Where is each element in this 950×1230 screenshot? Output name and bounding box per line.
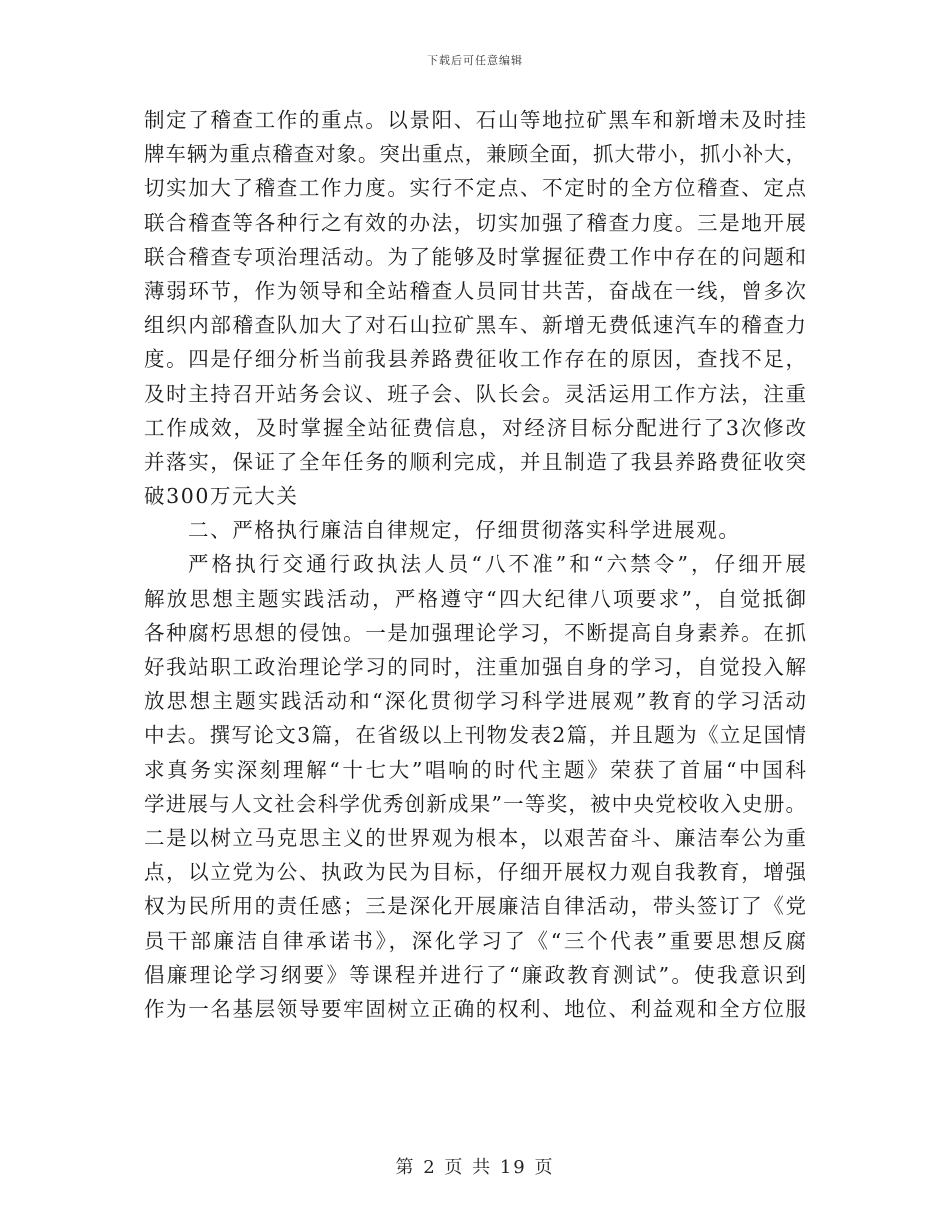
- document-body: [144, 103, 806, 1026]
- page-header-note: 下载后可任意编辑: [427, 54, 523, 67]
- body-line: 好我站职工政治理论学习的同时，注重加强自身的学习，自觉投入解: [144, 655, 806, 679]
- body-line: 度。四是仔细分析当前我县养路费征收工作存在的原因，查找不足，: [144, 347, 806, 372]
- body-line: 点，以立党为公、执政为民为目标，仔细开展权力观自我教育，增强: [144, 860, 806, 885]
- body-line: 权为民所用的责任感；三是深化开展廉洁自律活动，带头签订了《党: [144, 894, 806, 919]
- body-line: 解放思想主题实践活动，严格遵守“四大纪律八项要求”，自觉抵御: [144, 586, 806, 611]
- body-line: 及时主持召开站务会议、班子会、队长会。灵活运用工作方法，注重: [144, 381, 806, 406]
- section-heading: 二、严格执行廉洁自律规定，仔细贯彻落实科学进展观。: [188, 518, 741, 543]
- body-line: 员干部廉洁自律承诺书》，深化学习了《“三个代表”重要思想反腐: [144, 928, 806, 953]
- body-line: 中去。撰写论文3篇，在省级以上刊物发表2篇，并且题为《立足国情: [144, 723, 806, 748]
- body-line: 倡廉理论学习纲要》等课程并进行了“廉政教育测试”。使我意识到: [144, 962, 806, 987]
- body-line: 制定了稽查工作的重点。以景阳、石山等地拉矿黑车和新增未及时挂: [144, 108, 806, 132]
- body-line: 二是以树立马克思主义的世界观为根本，以艰苦奋斗、廉洁奉公为重: [144, 825, 806, 850]
- body-line: 薄弱环节，作为领导和全站稽查人员同甘共苦，奋战在一线，曾多次: [144, 278, 806, 303]
- body-line: 求真务实深刻理解“十七大”唱响的时代主题》荣获了首届“中国科: [144, 757, 806, 782]
- body-line: 工作成效，及时掌握全站征费信息，对经济目标分配进行了3次修改: [144, 415, 806, 440]
- body-line: 学进展与人文社会科学优秀创新成果”一等奖，被中央党校收入史册。: [144, 791, 806, 816]
- body-line: 切实加大了稽查工作力度。实行不定点、不定时的全方位稽查、定点: [144, 176, 806, 201]
- body-line: 牌车辆为重点稽查对象。突出重点，兼顾全面，抓大带小，抓小补大，: [144, 142, 806, 167]
- body-line: 放思想主题实践活动和“深化贯彻学习科学进展观”教育的学习活动: [144, 689, 806, 714]
- body-line: 联合稽查等各种行之有效的办法，切实加强了稽查力度。三是地开展: [144, 210, 806, 235]
- body-line: 作为一名基层领导要牢固树立正确的权利、地位、利益观和全方位服: [144, 996, 806, 1021]
- body-line: 并落实，保证了全年任务的顺利完成，并且制造了我县养路费征收突: [144, 449, 806, 474]
- page-number: 第 2 页 共 19 页: [395, 1157, 555, 1178]
- body-line: 破300万元大关: [144, 484, 299, 509]
- body-line: 组织内部稽查队加大了对石山拉矿黑车、新增无费低速汽车的稽查力: [144, 313, 806, 338]
- body-line: 严格执行交通行政执法人员“八不准”和“六禁令”，仔细开展: [188, 552, 806, 577]
- body-line: 各种腐朽思想的侵蚀。一是加强理论学习，不断提高自身素养。在抓: [144, 620, 806, 645]
- body-line: 联合稽查专项治理活动。为了能够及时掌握征费工作中存在的问题和: [144, 244, 806, 269]
